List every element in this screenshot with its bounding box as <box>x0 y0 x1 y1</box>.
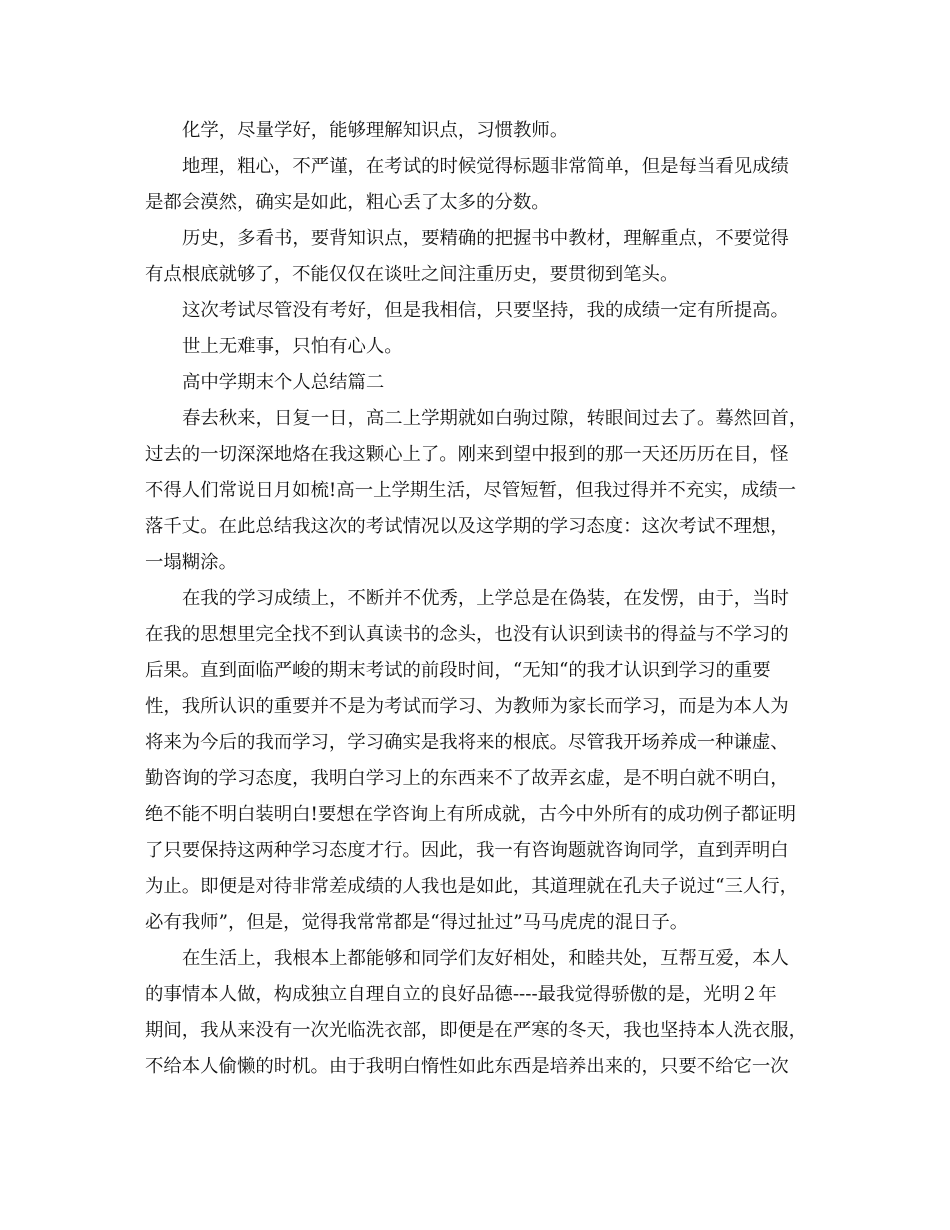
text-line: 世上无难事，只怕有心人。 <box>182 336 403 357</box>
text-line: 地理，粗心，不严谨，在考试的时候觉得标题非常简单，但是每当看见成绩 <box>182 156 789 177</box>
text-line: 了只要保持这两种学习态度才行。因此，我一有咨询题就咨询同学，直到弄明白 <box>145 840 789 861</box>
text-line: 有点根底就够了，不能仅仅在谈吐之间注重历史，要贯彻到笔头。 <box>145 264 679 285</box>
text-line: 必有我师”，但是，觉得我常常都是“得过扯过”马马虎虎的混日子。 <box>145 912 689 933</box>
text-line: 历史，多看书，要背知识点，要精确的把握书中教材，理解重点，不要觉得 <box>182 228 789 249</box>
text-line: 性，我所认识的重要并不是为考试而学习、为教师为家长而学习，而是为本人为 <box>145 696 789 717</box>
section-heading: 高中学期末个人总结篇二 <box>182 372 385 393</box>
text-line: 不给本人偷懒的时机。由于我明白惰性如此东西是培养出来的，只要不给它一次 <box>145 1056 789 1077</box>
text-line: 在我的学习成绩上，不断并不优秀，上学总是在偽装，在发愣，由于，当时 <box>182 588 789 609</box>
text-line: 在我的思想里完全找不到认真读书的念头，也没有认识到读书的得益与不学习的 <box>145 624 789 645</box>
text-line: 勤咨询的学习态度，我明白学习上的东西来不了故弄玄虚，是不明白就不明白， <box>145 768 789 789</box>
text-line: 是都会漠然，确实是如此，粗心丢了太多的分数。 <box>145 192 550 213</box>
text-line: 一塌糊涂。 <box>145 552 237 573</box>
text-line: 绝不能不明白装明白!要想在学咨询上有所成就，古今中外所有的成功例子都证明 <box>145 804 797 825</box>
text-line: 期间，我从来没有一次光临洗衣部，即便是在严寒的冬天，我也坚持本人洗衣服， <box>145 1020 808 1041</box>
text-line: 不得人们常说日月如梳!高一上学期生活，尽管短暂，但我过得并不充实，成绩一 <box>145 480 797 501</box>
text-line: 的事情本人做，构成独立自理自立的良好品德----最我觉得骄傲的是，光明２年 <box>145 984 777 1005</box>
text-line: 落千丈。在此总结我这次的考试情况以及这学期的学习态度：这次考试不理想， <box>145 516 789 537</box>
text-line: 将来为今后的我而学习，学习确实是我将来的根底。尽管我开场养成一种谦虚、 <box>145 732 789 753</box>
text-line: 后果。直到面临严峻的期末考试的前段时间，“无知“的我才认识到学习的重要 <box>145 660 771 681</box>
text-line: 这次考试尽管没有考好，但是我相信，只要坚持，我的成绩一定有所提高。 <box>182 300 789 321</box>
text-line: 化学，尽量学好，能够理解知识点，习惯教师。 <box>182 120 569 141</box>
text-line: 在生活上，我根本上都能够和同学们友好相处，和睦共处，互帮互爱，本人 <box>182 948 789 969</box>
text-line: 春去秋来，日复一日，高二上学期就如白驹过隙，转眼间过去了。蓦然回首， <box>182 408 808 429</box>
text-line: 过去的一切深深地烙在我这颗心上了。刚来到望中报到的那一天还历历在目，怪 <box>145 444 789 465</box>
text-line: 为止。即便是对待非常差成绩的人我也是如此，其道理就在孔夫子说过“三人行， <box>145 876 799 897</box>
